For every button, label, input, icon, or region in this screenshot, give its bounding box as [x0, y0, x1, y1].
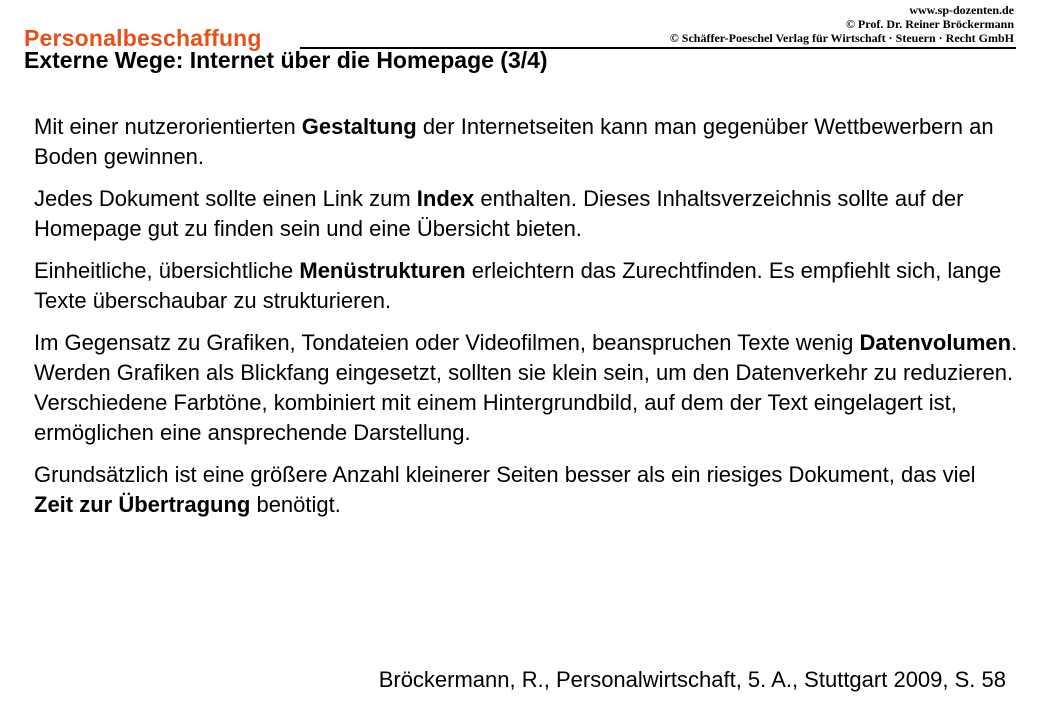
- paragraph-gestaltung: [34, 112, 1018, 172]
- paragraph-text: Mit einer nutzerorientierten: [34, 114, 302, 139]
- paragraph-keyword: Gestaltung: [301, 114, 417, 139]
- paragraph-menuestrukturen: [34, 256, 1018, 316]
- paragraph-datenvolumen: [34, 328, 1018, 448]
- paragraph-keyword: Menüstrukturen: [299, 258, 466, 283]
- paragraph-text: Jedes Dokument sollte einen Link zum: [34, 186, 417, 211]
- paragraph-index: [34, 184, 1018, 244]
- paragraph-text: erleichtern das Zurechtfinden. Es empfiehlt sich, lange Texte überschaubar zu strukturieren.: [34, 258, 1002, 313]
- paragraph-text: Im Gegensatz zu Grafiken, Tondateien oder Videofilmen, beanspruchen Texte wenig: [34, 330, 860, 355]
- paragraph-keyword: Zeit zur Übertragung: [34, 492, 251, 517]
- content-body: [34, 112, 1018, 532]
- paragraph-uebertragung: [34, 460, 1018, 520]
- paragraph-keyword: Datenvolumen: [859, 330, 1012, 355]
- brand-title: Personalbeschaffung: [24, 25, 262, 51]
- paragraph-text: Grundsätzlich ist eine größere Anzahl kleinerer Seiten besser als ein riesiges Dokument, das viel: [34, 462, 976, 487]
- paragraph-text: benötigt.: [250, 492, 341, 517]
- paragraph-keyword: Index: [416, 186, 475, 211]
- paragraph-text: der Internetseiten kann man gegenüber Wettbewerbern an Boden gewinnen.: [34, 114, 994, 169]
- paragraph-text: . Werden Grafiken als Blickfang eingesetzt, sollten sie klein sein, um den Datenverkehr zu reduzieren. Verschiedene Farbtöne, kombiniert mit einem Hintergrundbild, auf dem der Text eingelagert ist, ermöglichen eine ansprechende Darstellung.: [34, 330, 1018, 445]
- credits-publisher: © Schäffer-Poeschel Verlag für Wirtschaft · Steuern · Recht GmbH: [669, 31, 1014, 45]
- paragraph-text: enthalten. Dieses Inhaltsverzeichnis sollte auf der Homepage gut zu finden sein und eine Übersicht bieten.: [34, 186, 964, 241]
- credits-author: © Prof. Dr. Reiner Bröckermann: [845, 17, 1014, 31]
- credits-block: [670, 3, 1014, 45]
- slide-title: Externe Wege: Internet über die Homepage (3/4): [24, 47, 548, 73]
- credits-website: www.sp-dozenten.de: [909, 3, 1014, 17]
- paragraph-text: Einheitliche, übersichtliche: [34, 258, 300, 283]
- source-citation: Bröckermann, R., Personalwirtschaft, 5. A., Stuttgart 2009, S. 58: [378, 667, 1006, 692]
